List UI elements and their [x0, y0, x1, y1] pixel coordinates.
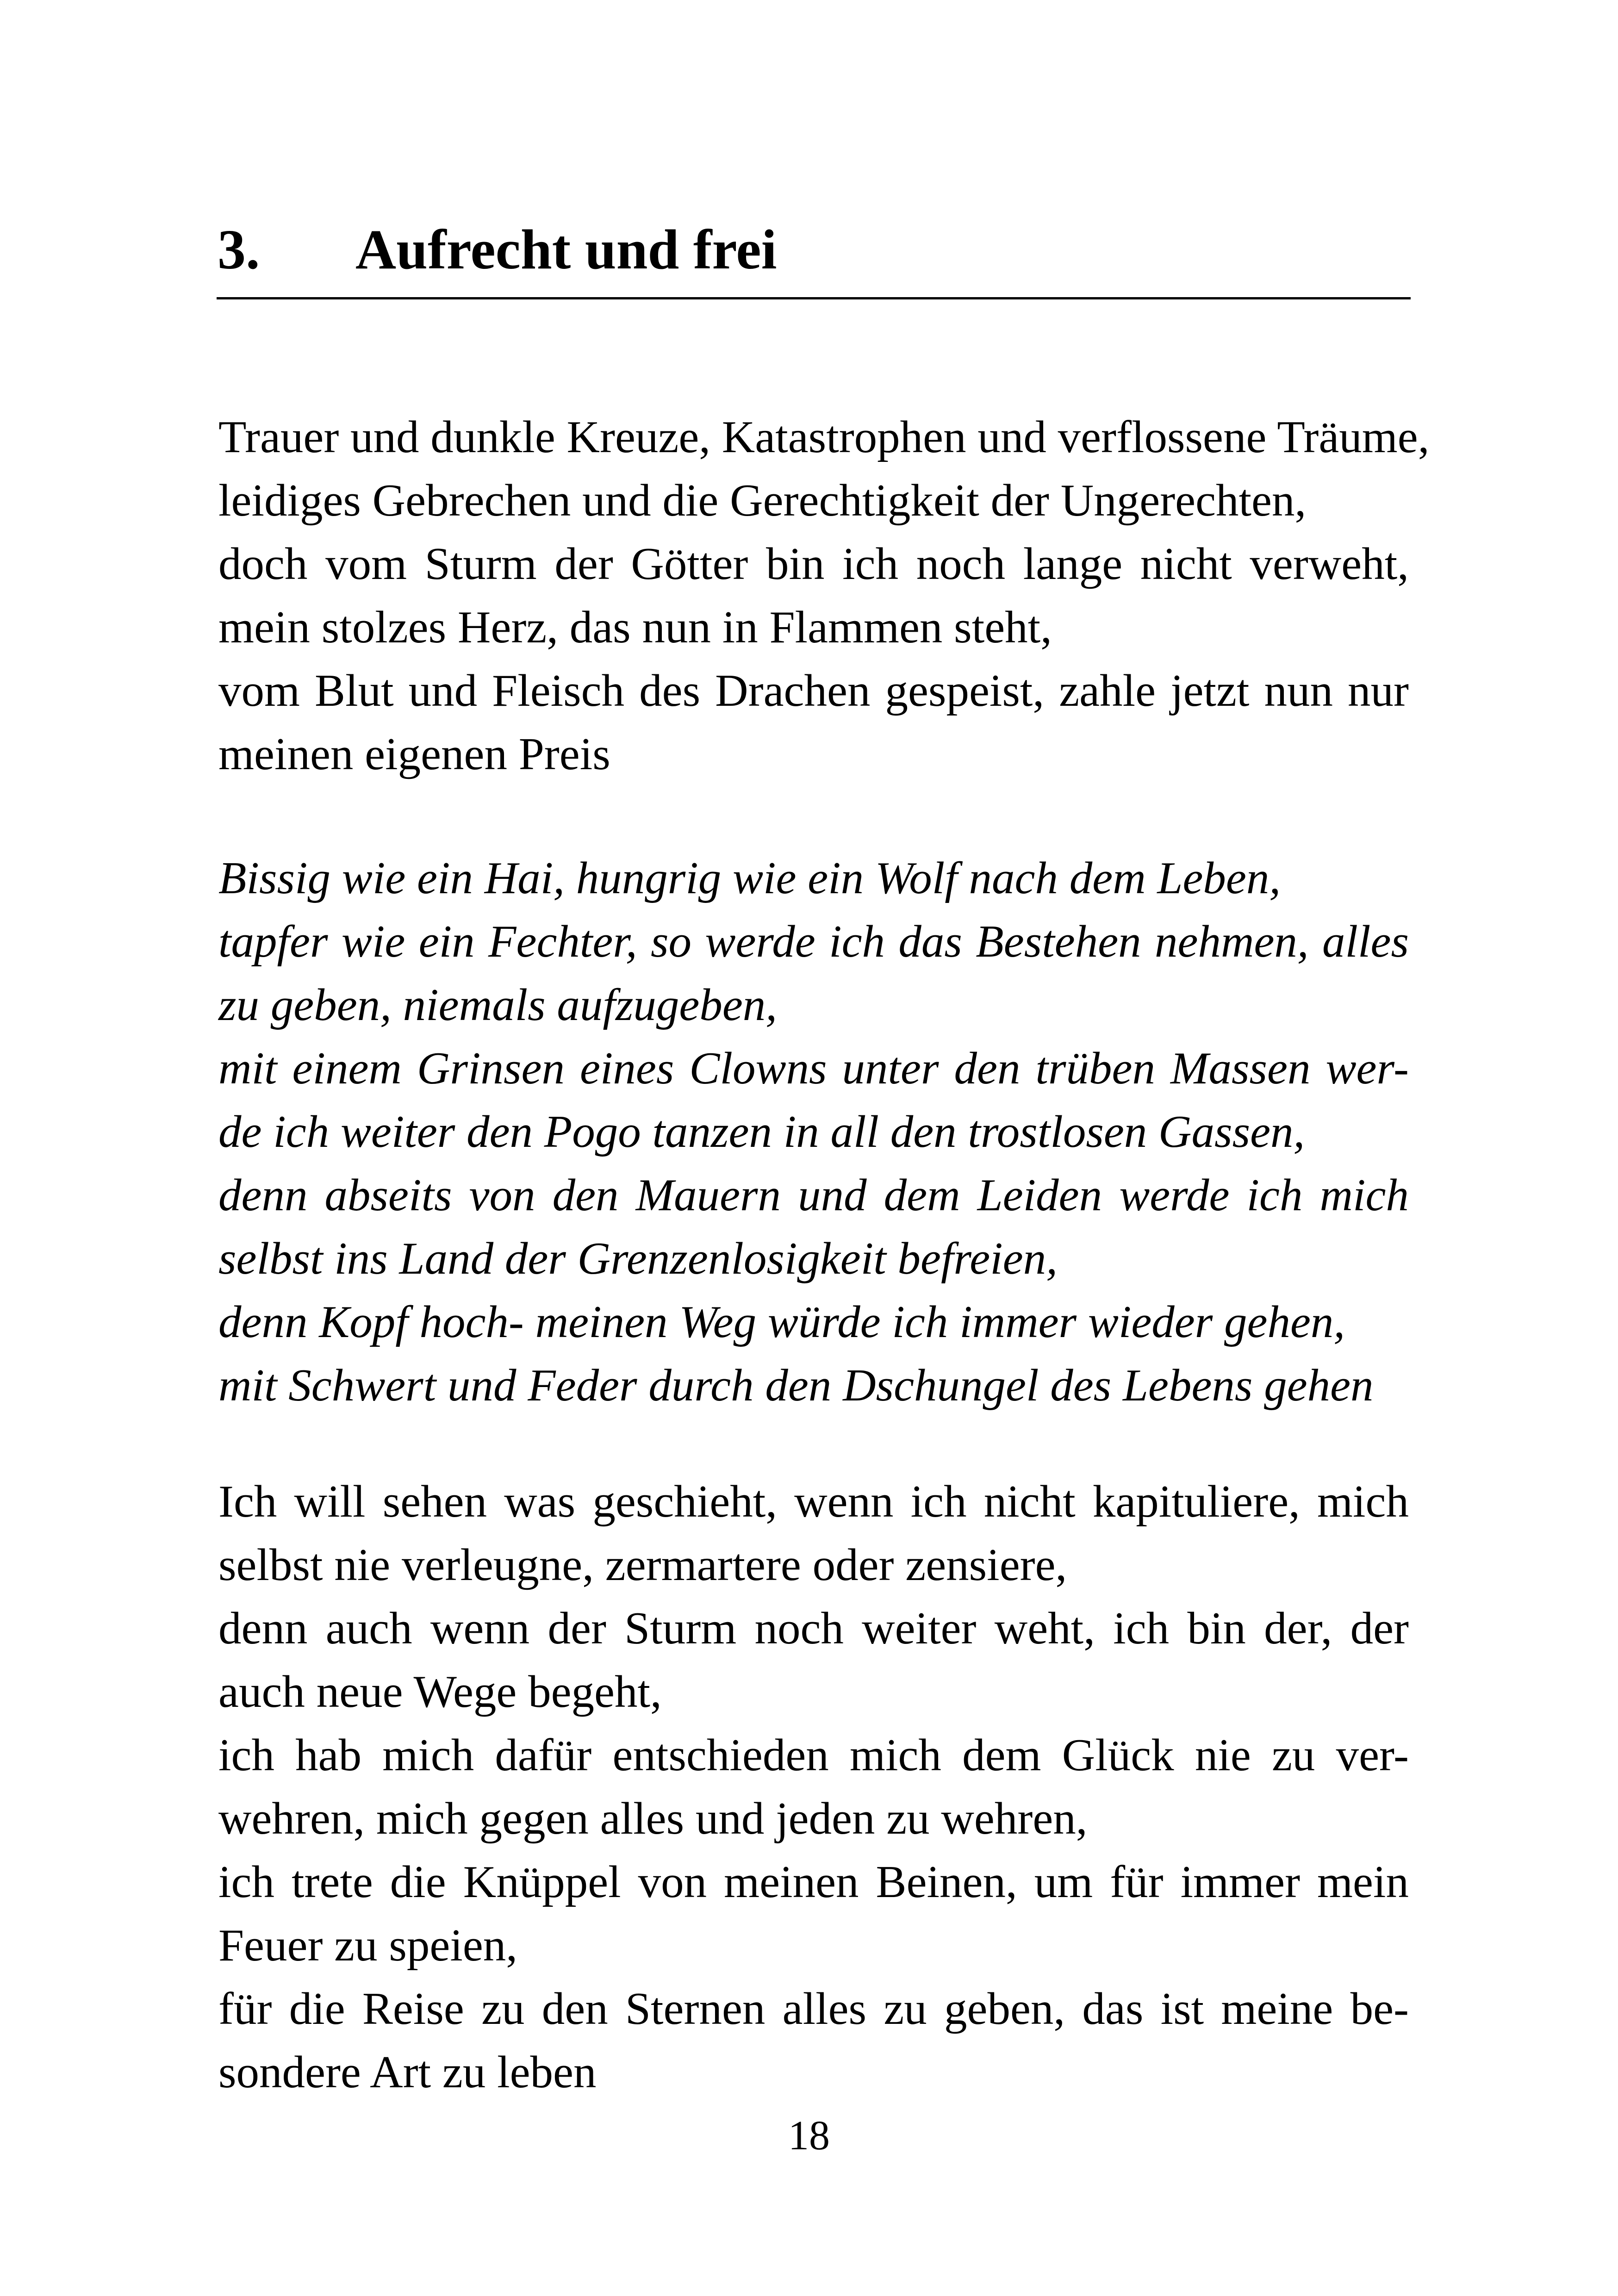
- poem-line: zu geben, niemals aufzugeben,: [218, 980, 778, 1030]
- page-number: 18: [788, 2113, 830, 2159]
- poem-line: sondere Art zu leben: [218, 2047, 597, 2097]
- poem-line: denn auch wenn der Sturm noch weiter weht, ich bin der, der: [218, 1603, 1409, 1654]
- poem-line: selbst nie verleugne, zermartere oder zensiere,: [218, 1540, 1067, 1590]
- poem-line: selbst ins Land der Grenzenlosigkeit befreien,: [218, 1233, 1058, 1284]
- chapter-title: Aufrecht und frei: [355, 218, 777, 281]
- poem-line: tapfer wie ein Fechter, so werde ich das Bestehen nehmen, alles: [218, 916, 1409, 967]
- poem-line: meinen eigenen Preis: [218, 729, 610, 779]
- poem-line: mein stolzes Herz, das nun in Flammen steht,: [218, 602, 1052, 653]
- poem-line: mit einem Grinsen eines Clowns unter den trüben Massen wer-: [218, 1043, 1409, 1094]
- poem-line: denn Kopf hoch- meinen Weg würde ich immer wieder gehen,: [218, 1297, 1345, 1347]
- poem-line: Ich will sehen was geschieht, wenn ich nicht kapituliere, mich: [218, 1476, 1409, 1527]
- chapter-number: 3.: [218, 218, 260, 281]
- poem-line: Feuer zu speien,: [218, 1920, 518, 1971]
- poem-line: denn abseits von den Mauern und dem Leiden werde ich mich: [218, 1170, 1409, 1220]
- poem-line: doch vom Sturm der Götter bin ich noch lange nicht verweht,: [218, 539, 1409, 589]
- poem-line: auch neue Wege begeht,: [218, 1667, 662, 1717]
- poem-line: leidiges Gebrechen und die Gerechtigkeit der Ungerechten,: [218, 475, 1307, 526]
- poem-line: für die Reise zu den Sternen alles zu geben, das ist meine be-: [218, 1984, 1409, 2034]
- poem-line: Trauer und dunkle Kreuze, Katastrophen und verflossene Träume,: [218, 412, 1430, 462]
- poem-line: wehren, mich gegen alles und jeden zu wehren,: [218, 1793, 1088, 1844]
- poem-line: ich trete die Knüppel von meinen Beinen, um für immer mein: [218, 1857, 1409, 1907]
- poem-line: de ich weiter den Pogo tanzen in all den trostlosen Gassen,: [218, 1107, 1305, 1157]
- poem-line: vom Blut und Fleisch des Drachen gespeist, zahle jetzt nun nur: [218, 666, 1409, 716]
- poem-line: Bissig wie ein Hai, hungrig wie ein Wolf nach dem Leben,: [218, 853, 1281, 903]
- chapter-heading: [217, 218, 1411, 299]
- poem-line: mit Schwert und Feder durch den Dschungel des Lebens gehen: [218, 1360, 1374, 1411]
- poem-line: ich hab mich dafür entschieden mich dem Glück nie zu ver-: [218, 1730, 1409, 1780]
